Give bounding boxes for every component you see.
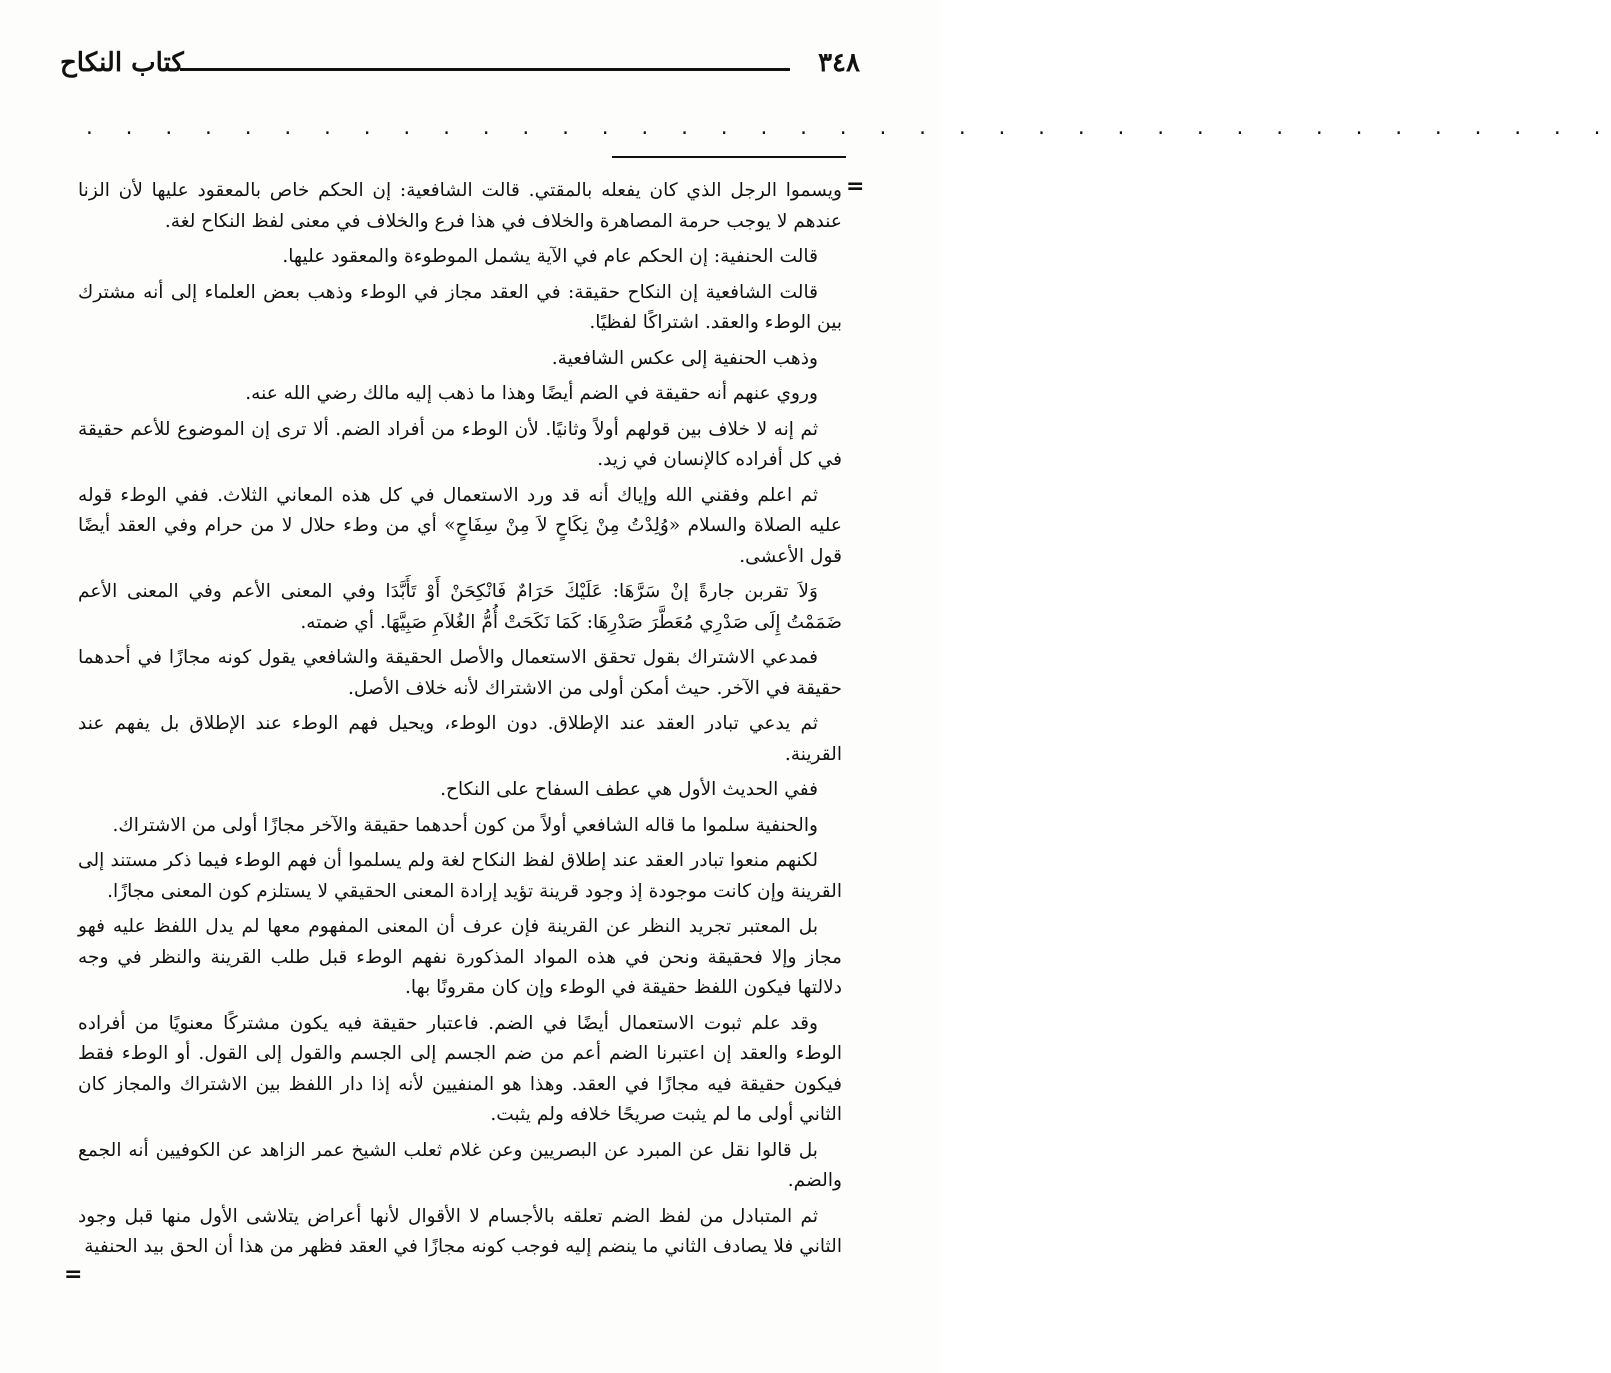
poetry-paragraph: وَلاَ تقربن جارةً إنْ سَرَّهَا: عَلَيْكَ حَرَامٌ فَانْكِحَنْ أَوْ تَأَبَّدَا وفي المعنى الأعم وفي المعنى الأعم ضَمَمْتُ إِلَى صَدْرِي مُعَطَّرَ صَدْرِهَا: كَمَا نَكَحَتْ أُمُّ الغُلاَمِ صَبِيَّهَا. أي ضمته. xyxy=(78,581,842,633)
page-header xyxy=(60,44,860,94)
paragraph: ففي الحديث الأول هي عطف السفاح على النكاح. xyxy=(440,779,818,800)
paragraph: ثم إنه لا خلاف بين قولهم أولاً وثانيًا. لأن الوطء من أفراد الضم. ألا ترى إن الموضوع للأعم حقيقة في كل أفراده كالإنسان في زيد. xyxy=(78,418,842,470)
book-title: كتاب النكاح xyxy=(60,48,184,78)
paragraph: بل قالوا نقل عن المبرد عن البصريين وعن غلام ثعلب الشيخ عمر الزاهد عن الكوفيين أنه الجمع والضم. xyxy=(78,1139,842,1191)
paragraph: ثم اعلم وفقني الله وإياك أنه قد ورد الاستعمال في كل هذه المعاني الثلاث. ففي الوطء قوله عليه الصلاة والسلام «وُلِدْتُ مِنْ نِكَاحٍ لاَ مِنْ سِفَاحٍ» أي من وطء حلال لا من حرام وفي العقد أيضًا قول الأعشى. xyxy=(78,484,842,567)
paragraph: وذهب الحنفية إلى عكس الشافعية. xyxy=(551,347,818,369)
paragraph: والحنفية سلموا ما قاله الشافعي أولاً من كون أحدهما حقيقة والآخر مجازًا أولى من الاشتراك. xyxy=(112,814,818,836)
footnote-rule xyxy=(612,156,846,158)
paragraph: قالت الشافعية إن النكاح حقيقة: في العقد مجاز في الوطء وذهب بعض العلماء إلى أنه مشترك بين الوطء والعقد. اشتراكًا لفظيًا. xyxy=(78,281,842,333)
paragraph: بل المعتبر تجريد النظر عن القرينة فإن عرف أن المعنى المفهوم معها لم يدل اللفظ عليه فهو مجاز وإلا فحقيقة ونحن في هذه المواد المذكورة نفهم الوطء قبل طلب القرينة والنظر في وجه دلالتها فيكون اللفظ حقيقة في الوطء وإن كان مقرونًا بها. xyxy=(78,916,842,998)
footnote-body xyxy=(78,176,842,1268)
continuation-marker-top: = xyxy=(846,174,865,199)
paragraph: قالت الحنفية: إن الحكم عام في الآية يشمل الموطوءة والمعقود عليها. xyxy=(282,246,818,267)
page-number: ٣٤٨ xyxy=(818,48,860,78)
paragraph: ثم المتبادل من لفظ الضم تعلقه بالأجسام لا الأقوال لأنها أعراض يتلاشى الأول منها قبل وجود الثاني فلا يصادف الثاني ما ينضم إليه فوجب كونه مجازًا في العقد فظهر من هذا أن الحق بيد الحنفية xyxy=(78,1205,842,1257)
dotted-separator: . . . . . . . . . . . . . . . . . . . . . . . . . . . . . . . . . . . . . . . xyxy=(84,118,1611,139)
paragraph: فمدعي الاشتراك بقول تحقق الاستعمال والأصل الحقيقة والشافعي يقول كونه مجازًا في أحدهما حقيقة في الآخر. حيث أمكن أولى من الاشتراك لأنه خلاف الأصل. xyxy=(78,647,842,699)
header-rule xyxy=(180,68,790,71)
paragraph: لكنهم منعوا تبادر العقد عند إطلاق لفظ النكاح لغة ولم يسلموا أن فهم الوطء فيما ذكر مستند إلى القرينة وإن كانت موجودة إذ وجود قرينة تؤيد إرادة المعنى الحقيقي لا يستلزم كون المعنى مجازًا. xyxy=(78,850,842,902)
paragraph: وروي عنهم أنه حقيقة في الضم أيضًا وهذا ما ذهب إليه مالك رضي الله عنه. xyxy=(245,383,818,404)
continuation-marker-bottom: = xyxy=(64,1262,83,1287)
paragraph: وقد علم ثبوت الاستعمال أيضًا في الضم. فاعتبار حقيقة فيه يكون مشتركًا معنويًا من أفراده الوطء والعقد إن اعتبرنا الضم أعم من ضم الجسم إلى الجسم والقول إلى القول. أو الوطء فقط فيكون حقيقة فيه مجازًا في العقد. وهذا هو المنفيين لأنه إذا دار اللفظ بين الاشتراك والمجاز كان الثاني أولى ما لم يثبت صريحًا خلافه ولم يثبت. xyxy=(78,1012,842,1125)
paragraph: ويسموا الرجل الذي كان يفعله بالمقتي. قالت الشافعية: إن الحكم خاص بالمعقود عليها لأن الزنا عندهم لا يوجب حرمة المصاهرة والخلاف في هذا فرع والخلاف في معنى لفظ النكاح لغة. xyxy=(78,180,842,232)
paragraph: ثم يدعي تبادر العقد عند الإطلاق. دون الوطء، ويحيل فهم الوطء عند الإطلاق بل يفهم عند القرينة. xyxy=(78,713,842,765)
